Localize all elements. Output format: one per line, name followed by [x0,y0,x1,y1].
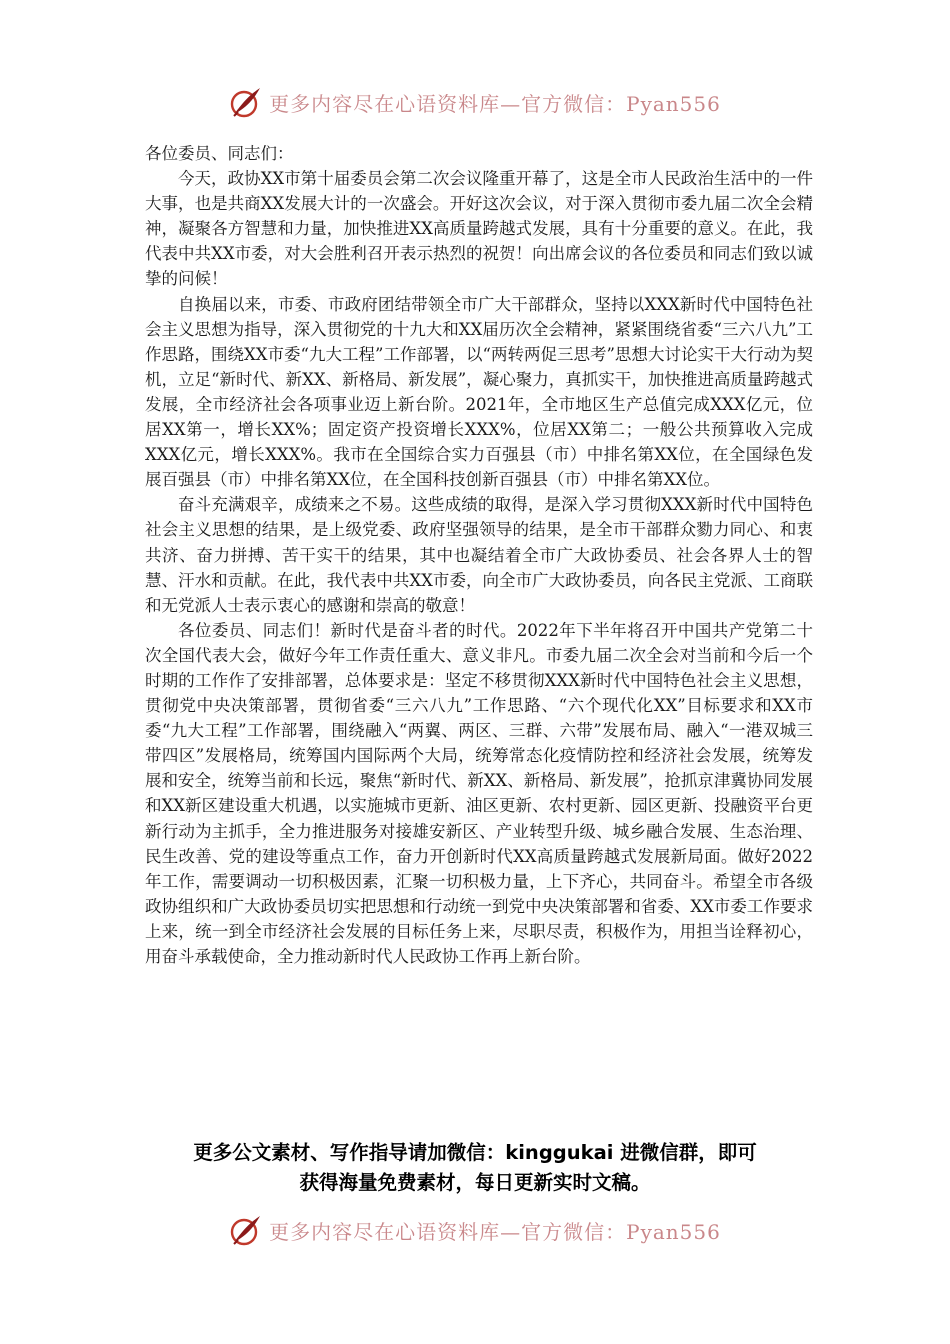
promo-line-1: 更多公文素材、写作指导请加微信：kinggukai 进微信群，即可 [193,1141,757,1164]
salutation: 各位委员、同志们： [145,144,294,163]
footer-banner-text: 更多内容尽在心语资料库—官方微信：Pyan556 [269,1219,721,1244]
paragraph-achievements: 自换届以来，市委、市政府团结带领全市广大干部群众，坚持以XXX新时代中国特色社会主义思想为指导，深入贯彻党的十九大和XX届历次全会精神，紧紧围绕省委“三六八九”工作思路，围绕XX市委“九大工程”工作部署，以“两转两促三思考”思想大讨论实干大行动为契机，立足“新时代、新XX、新格局、新发展”，凝心聚力，真抓实干，加快推进高质量跨越式发展，全市经济社会各项事业迈上新台阶。2021年，全市地区生产总值完成XXX亿元，位居XX第一，增长XX%；固定资产投资增长XXX%，位居XX第二；一般公共预算收入完成XXX亿元，增长XXX%。我市在全国综合实力百强县（市）中排名第XX位，在全国绿色发展百强县（市）中排名第XX位，在全国科技创新百强县（市）中排名第XX位。 [145,294,813,490]
paragraph-outlook: 各位委员、同志们！新时代是奋斗者的时代。2022年下半年将召开中国共产党第二十次全国代表大会，做好今年工作责任重大、意义非凡。市委九届二次全会对当前和今后一个时期的工作作了安排部署，总体要求是：坚定不移贯彻XXX新时代中国特色社会主义思想，贯彻党中央决策部署，贯彻省委“三六八九”工作思路、“六个现代化XX”目标要求和XX市委“九大工程”工作部署，围绕融入“两翼、两区、三群、六带”发展布局、融入“一港双城三带四区”发展格局，统筹国内国际两个大局，统筹常态化疫情防控和经济社会发展，统筹发展和安全，统筹当前和长远，聚焦“新时代、新XX、新格局、新发展”，抢抓京津冀协同发展和XX新区建设重大机遇，以实施城市更新、油区更新、农村更新、园区更新、投融资平台更新行动为主抓手，全力推进服务对接雄安新区、产业转型升级、城乡融合发展、生态治理、民生改善、党的建设等重点工作，奋力开创新时代XX高质量跨越式发展新局面。做好2022年工作，需要调动一切积极因素，汇聚一切积极力量，上下齐心，共同奋斗。希望全市各级政协组织和广大政协委员切实把思想和行动统一到党中央决策部署和省委、XX市委工作要求上来，统一到全市经济社会发展的目标任务上来，尽职尽责，积极作为，用担当诠释初心，用奋斗承载使命，全力推动新时代人民政协工作再上新台阶。 [145,620,813,966]
paragraph-opening: 今天，政协XX市第十届委员会第二次会议隆重开幕了，这是全市人民政治生活中的一件大事，也是共商XX发展大计的一次盛会。开好这次会议，对于深入贯彻市委九届二次全会精神，凝聚各方智慧和力量，加快推进XX高质量跨越式发展，具有十分重要的意义。在此，我代表中共XX市委，对大会胜利召开表示热烈的祝贺！向出席会议的各位委员和同志们致以诚挚的问候！ [145,169,813,289]
footer-banner [0,1210,950,1250]
header-banner-text: 更多内容尽在心语资料库—官方微信：Pyan556 [269,91,721,116]
speech-body [145,141,813,969]
promo-line-2: 获得海量免费素材，每日更新实时文稿。 [299,1171,651,1194]
quill-pen-logo-icon [229,1213,263,1247]
paragraph-gratitude: 奋斗充满艰辛，成绩来之不易。这些成绩的取得，是深入学习贯彻XXX新时代中国特色社会主义思想的结果，是上级党委、政府坚强领导的结果，是全市干部群众勠力同心、和衷共济、奋力拼搏、苦干实干的结果，其中也凝结着全市广大政协委员、社会各界人士的智慧、汗水和贡献。在此，我代表中共XX市委，向全市广大政协委员，向各民主党派、工商联和无党派人士表示衷心的感谢和崇高的敬意！ [145,495,813,615]
quill-pen-logo-icon [229,85,263,119]
promo-notice [120,1138,830,1198]
header-banner [0,82,950,122]
